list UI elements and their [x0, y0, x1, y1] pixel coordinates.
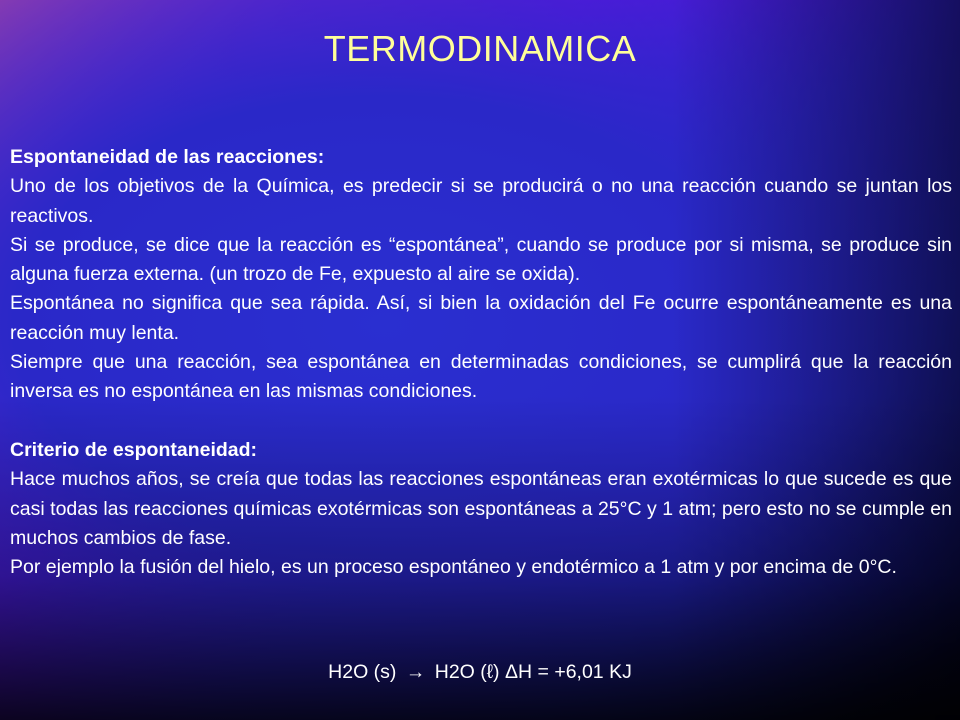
slide-body [10, 143, 952, 582]
paragraph-exotermicas: Hace muchos años, se creía que todas las reacciones espontáneas eran exotérmicas lo que sucede es que casi todas las reacciones químicas exotérmicas son espontáneas a 25°C y 1 atm; pero esto no se cumple en muchos cambios de fase. [10, 468, 952, 549]
equation-enthalpy: ΔH = +6,01 KJ [504, 661, 632, 683]
section-heading-criterio: Criterio de espontaneidad: [10, 438, 258, 461]
section-heading-espontaneidad: Espontaneidad de las reacciones: [10, 146, 325, 168]
section-spacer [10, 407, 952, 436]
equation-reactant: H2O (s) [328, 661, 397, 683]
reaction-equation [0, 661, 960, 684]
paragraph-no-rapida: Espontánea no significa que sea rápida. Así, si bien la oxidación del Fe ocurre espontáneamente es una reacción muy lenta. [10, 292, 952, 344]
right-arrow-icon: → [405, 661, 426, 683]
paragraph-objetivos: Uno de los objetivos de la Química, es predecir si se producirá o no una reacción cuando se juntan los reactivos. [10, 175, 952, 227]
paragraph-fusion-hielo: Por ejemplo la fusión del hielo, es un proceso espontáneo y endotérmico a 1 atm y por encima de 0°C. [10, 556, 897, 579]
equation-product: H2O (ℓ) [434, 661, 500, 683]
slide-title: TERMODINAMICA [323, 28, 637, 69]
paragraph-definicion-espontanea: Si se produce, se dice que la reacción es “espontánea”, cuando se produce por si misma, se produce sin alguna fuerza externa. (un trozo de Fe, expuesto al aire se oxida). [10, 233, 952, 286]
paragraph-reaccion-inversa: Siempre que una reacción, sea espontánea en determinadas condiciones, se cumplirá que la reacción inversa es no espontánea en las mismas condiciones. [10, 351, 952, 403]
